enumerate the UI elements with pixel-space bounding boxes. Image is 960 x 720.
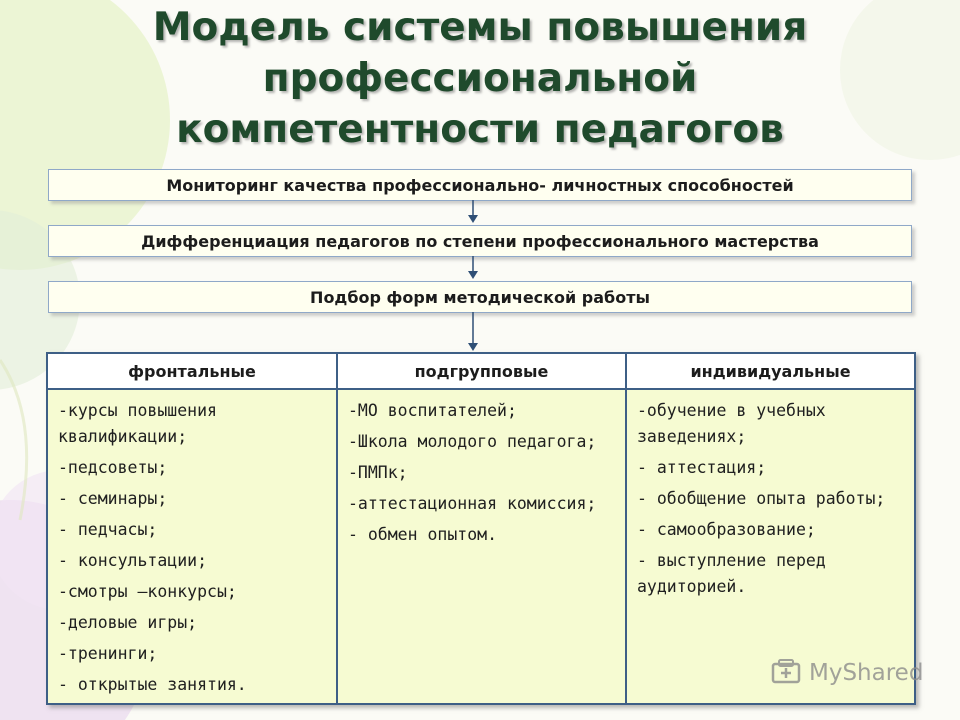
list-item: - самообразование;: [637, 520, 816, 539]
column-header-frontal: фронтальные: [47, 353, 337, 389]
list-item: - семинары;: [58, 489, 168, 508]
list-item: -Школа молодого педагога;: [348, 432, 597, 451]
arrow-down-icon: [466, 256, 480, 280]
list-item: -ПМПк;: [348, 463, 408, 482]
table-header-row: [47, 353, 915, 389]
list-item: - выступление перед аудиторией.: [637, 551, 826, 596]
list-item: - педчасы;: [58, 520, 158, 539]
list-item: - обобщение опыта работы;: [637, 489, 886, 508]
arrow-down-icon: [466, 200, 480, 224]
flow-step-selection: Подбор форм методической работы: [48, 281, 912, 313]
list-item: -деловые игры;: [58, 613, 198, 632]
list-item: - консультации;: [58, 551, 208, 570]
list-item: - аттестация;: [637, 458, 767, 477]
title-line-1: Модель системы повышения: [152, 5, 808, 50]
list-item: -курсы повышения квалификации;: [58, 401, 217, 446]
title-line-2: профессиональной: [262, 56, 698, 101]
column-header-subgroup: подгрупповые: [337, 353, 626, 389]
list-item: -педсоветы;: [58, 458, 168, 477]
list-item: -аттестационная комиссия;: [348, 494, 597, 513]
list-item: -обучение в учебных заведениях;: [637, 401, 826, 446]
list-item: -МО воспитателей;: [348, 401, 517, 420]
flow-step-differentiation: Дифференциация педагогов по степени профессионального мастерства: [48, 225, 912, 257]
flow-step-monitoring: Мониторинг качества профессионально- личностных способностей: [48, 169, 912, 201]
watermark: [770, 656, 923, 690]
column-header-individual: индивидуальные: [626, 353, 915, 389]
subgroup-cell: [337, 389, 626, 704]
arrow-down-icon: [466, 312, 480, 352]
title-line-3: компетентности педагогов: [176, 107, 784, 152]
list-item: - открытые занятия.: [58, 675, 247, 694]
frontal-cell: [47, 389, 337, 704]
list-item: - обмен опытом.: [348, 525, 498, 544]
watermark-text: MyShared: [809, 660, 924, 686]
list-item: -смотры –конкурсы;: [58, 582, 237, 601]
myshared-logo-icon: [770, 658, 804, 688]
page-title: [30, 2, 930, 155]
work-forms-table: [46, 352, 916, 705]
list-item: -тренинги;: [58, 644, 158, 663]
